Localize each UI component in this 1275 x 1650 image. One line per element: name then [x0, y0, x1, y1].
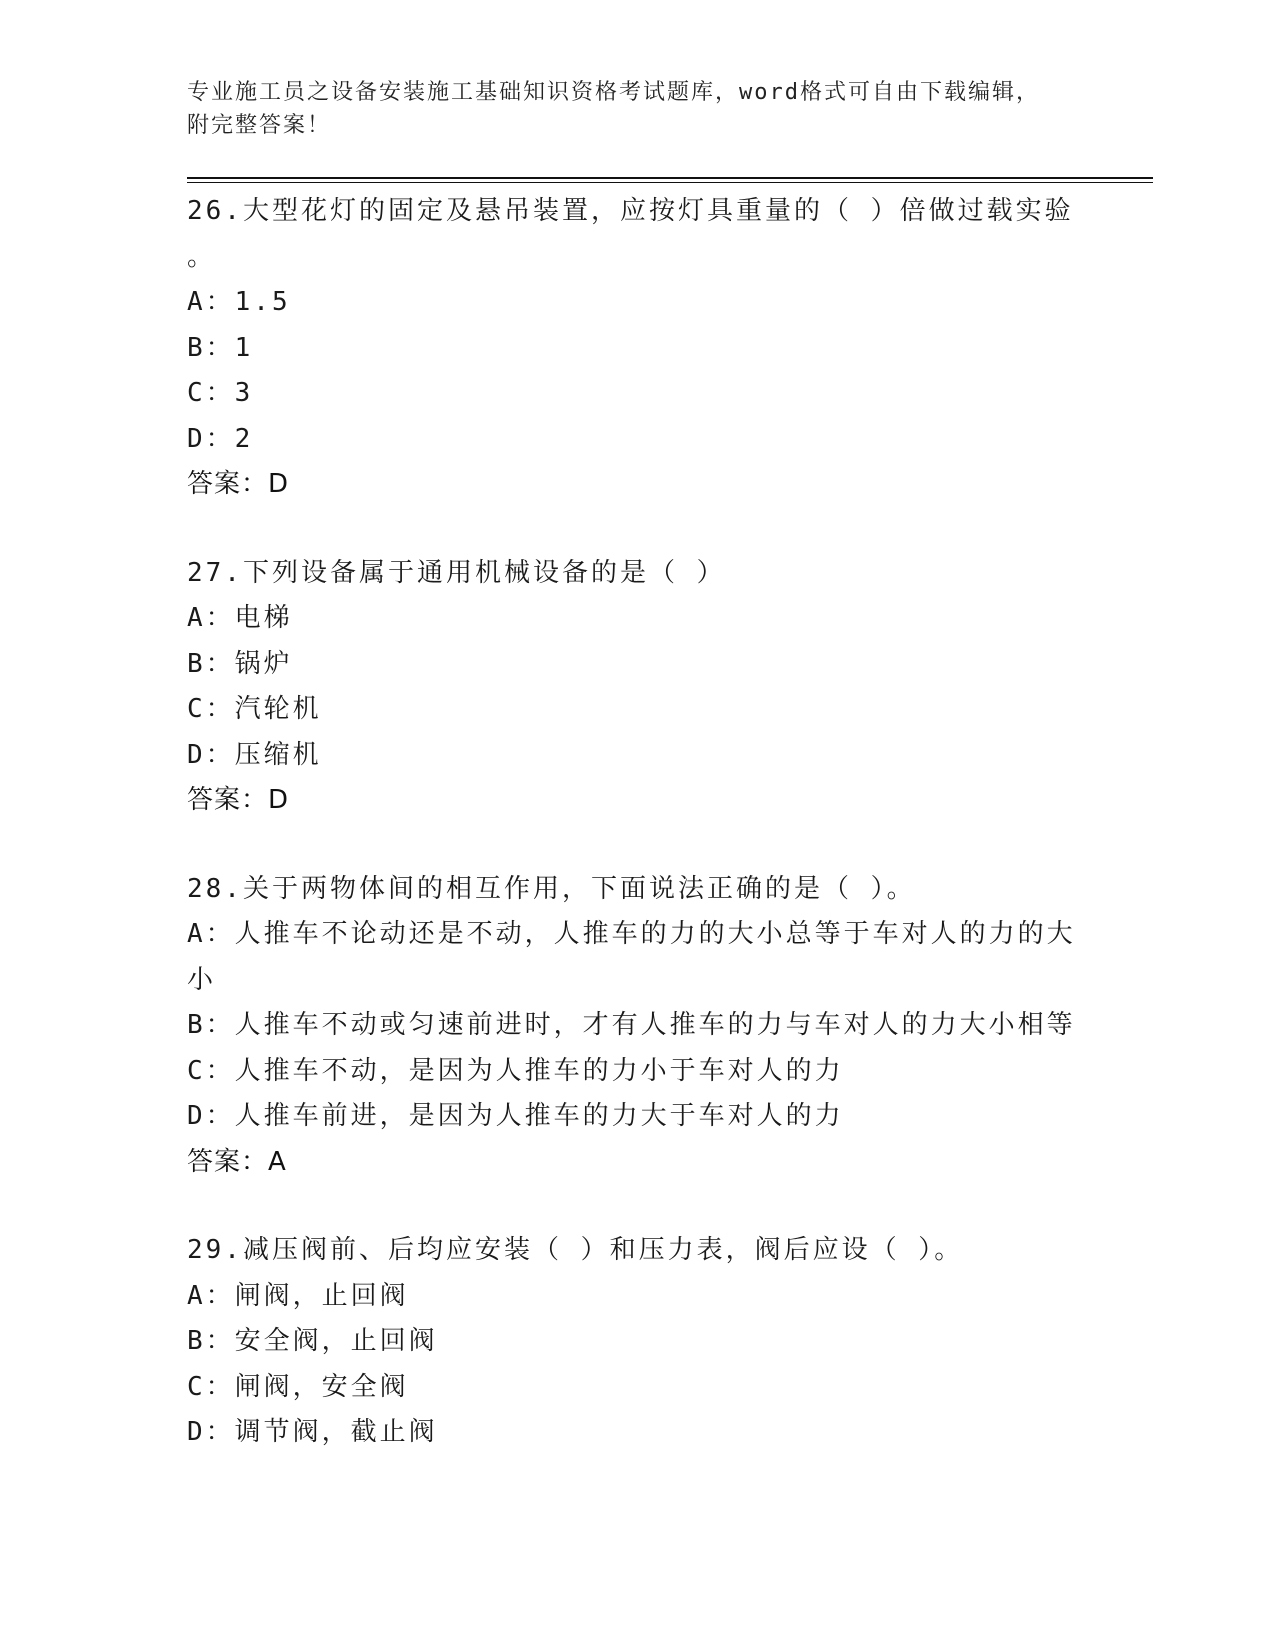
option-b: B：锅炉 [187, 648, 293, 679]
option-a: A：人推车不论动还是不动，人推车的力的大小总等于车对人的力的大 [187, 919, 1076, 949]
option-c: C：汽轮机 [187, 694, 322, 724]
option-c: C：3 [187, 378, 254, 408]
header-divider-thin [187, 182, 1153, 183]
option-c: C：人推车不动，是因为人推车的力小于车对人的力 [187, 1055, 844, 1086]
answer-line: 答案：D [187, 469, 290, 499]
answer-line: 答案：D [187, 785, 290, 815]
question-stem: 28.关于两物体间的相互作用，下面说法正确的是（ ）。 [187, 873, 916, 904]
question-28 [187, 867, 1087, 1186]
option-d: D：调节阀，截止阀 [187, 1417, 438, 1447]
option-b: B：人推车不动或匀速前进时，才有人推车的力与车对人的力大小相等 [187, 1010, 1076, 1040]
option-b: B：安全阀，止回阀 [187, 1326, 438, 1356]
option-a: A：1.5 [187, 287, 291, 317]
option-a-continuation: 小 [187, 964, 217, 995]
option-d: D：2 [187, 423, 254, 454]
option-d: D：压缩机 [187, 739, 322, 770]
question-29 [187, 1228, 1087, 1456]
header-divider-thick [187, 177, 1153, 179]
header-line-1: 专业施工员之设备安装施工基础知识资格考试题库，word格式可自由下载编辑， [187, 80, 1040, 105]
option-a: A：电梯 [187, 603, 293, 633]
question-stem-continuation: 。 [187, 241, 217, 272]
option-c: C：闸阀，安全阀 [187, 1371, 409, 1402]
question-list [187, 189, 1087, 1499]
option-b: B：1 [187, 332, 254, 363]
answer-line: 答案：A [187, 1146, 287, 1177]
question-27 [187, 551, 1087, 824]
option-d: D：人推车前进，是因为人推车的力大于车对人的力 [187, 1101, 844, 1131]
question-stem: 27.下列设备属于通用机械设备的是（ ） [187, 557, 726, 588]
question-26 [187, 189, 1087, 508]
option-a: A：闸阀，止回阀 [187, 1280, 409, 1311]
question-stem: 29.减压阀前、后均应安装（ ）和压力表，阀后应设（ ）。 [187, 1235, 964, 1265]
document-header [187, 76, 1067, 142]
question-stem: 26.大型花灯的固定及悬吊装置，应按灯具重量的（ ）倍做过载实验 [187, 196, 1074, 226]
header-line-2: 附完整答案！ [187, 113, 332, 138]
